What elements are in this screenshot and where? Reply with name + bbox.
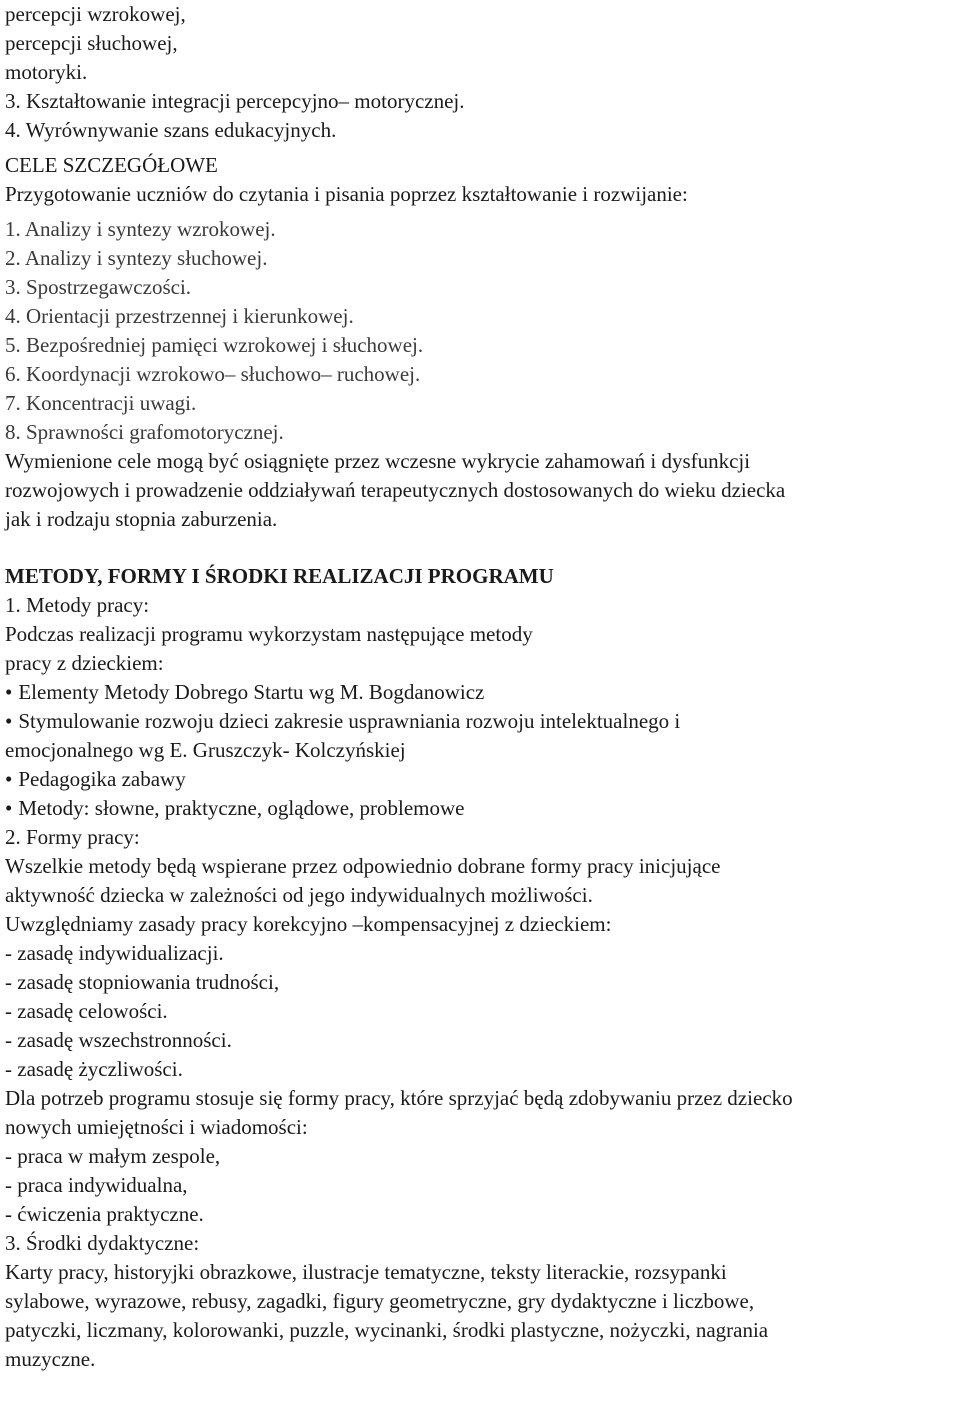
intro-line: percepcji słuchowej, [5, 31, 178, 55]
bullet-item [5, 765, 960, 794]
formy-subheading: 2. Formy pracy: [5, 825, 140, 849]
bullet-icon: • [5, 767, 13, 791]
intro-line: motoryki. [5, 60, 88, 84]
bullet-item [5, 707, 960, 736]
cele-item: 4. Orientacji przestrzennej i kierunkowej. [5, 304, 354, 328]
srodki-subheading: 3. Środki dydaktyczne: [5, 1231, 200, 1255]
bullet-text: Stymulowanie rozwoju dzieci zakresie usprawniania rozwoju intelektualnego i [18, 709, 681, 733]
cele-intro: Przygotowanie uczniów do czytania i pisania poprzez kształtowanie i rozwijanie: [5, 182, 688, 206]
formy-intro-line: Dla potrzeb programu stosuje się formy pracy, które sprzyjać będą zdobywaniu przez dziecko [5, 1086, 793, 1110]
metody-heading: METODY, FORMY I ŚRODKI REALIZACJI PROGRAMU [5, 564, 554, 588]
intro-block [5, 0, 960, 145]
forma-item: - ćwiczenia praktyczne. [5, 1202, 204, 1226]
zasada-item: - zasadę życzliwości. [5, 1057, 183, 1081]
zasada-item: - zasadę indywidualizacji. [5, 941, 224, 965]
bullet-icon: • [5, 680, 13, 704]
forma-item: - praca w małym zespole, [5, 1144, 221, 1168]
metody-section [5, 562, 960, 1374]
srodki-line: sylabowe, wyrazowe, rebusy, zagadki, figury geometryczne, gry dydaktyczne i liczbowe, [5, 1289, 755, 1313]
cele-item: 3. Spostrzegawczości. [5, 275, 192, 299]
srodki-line: patyczki, liczmany, kolorowanki, puzzle, wycinanki, środki plastyczne, nożyczki, nagrania [5, 1318, 769, 1342]
spacer [5, 534, 960, 562]
srodki-line: muzyczne. [5, 1347, 96, 1371]
bullet-text: Metody: słowne, praktyczne, oglądowe, problemowe [18, 796, 465, 820]
metody-intro-line: Podczas realizacji programu wykorzystam następujące metody [5, 622, 533, 646]
zasada-item: - zasadę celowości. [5, 999, 168, 1023]
intro-line: 4. Wyrównywanie szans edukacyjnych. [5, 118, 337, 142]
cele-heading: CELE SZCZEGÓŁOWE [5, 153, 218, 177]
cele-summary-line: jak i rodzaju stopnia zaburzenia. [5, 507, 278, 531]
cele-item: 1. Analizy i syntezy wzrokowej. [5, 217, 276, 241]
bullet-item [5, 678, 960, 707]
cele-item: 6. Koordynacji wzrokowo– słuchowo– ruchowej. [5, 362, 421, 386]
formy-text-line: Uwzględniamy zasady pracy korekcyjno –kompensacyjnej z dzieckiem: [5, 912, 612, 936]
forma-item: - praca indywidualna, [5, 1173, 188, 1197]
bullet-icon: • [5, 796, 13, 820]
intro-line: 3. Kształtowanie integracji percepcyjno– motorycznej. [5, 89, 465, 113]
cele-item: 5. Bezpośredniej pamięci wzrokowej i słuchowej. [5, 333, 424, 357]
metody-intro-line: pracy z dzieckiem: [5, 651, 164, 675]
bullet-icon: • [5, 709, 13, 733]
formy-text-line: Wszelkie metody będą wspierane przez odpowiednio dobrane formy pracy inicjujące [5, 854, 721, 878]
bullet-continuation: emocjonalnego wg E. Gruszczyk- Kolczyńskiej [5, 738, 406, 762]
cele-summary-line: rozwojowych i prowadzenie oddziaływań terapeutycznych dostosowanych do wieku dziecka [5, 478, 786, 502]
cele-item: 2. Analizy i syntezy słuchowej. [5, 246, 268, 270]
bullet-text: Elementy Metody Dobrego Startu wg M. Bogdanowicz [18, 680, 485, 704]
srodki-line: Karty pracy, historyjki obrazkowe, ilustracje tematyczne, teksty literackie, rozsypanki [5, 1260, 727, 1284]
metody-subheading: 1. Metody pracy: [5, 593, 150, 617]
cele-item: 8. Sprawności grafomotorycznej. [5, 420, 284, 444]
intro-line: percepcji wzrokowej, [5, 2, 186, 26]
cele-item: 7. Koncentracji uwagi. [5, 391, 197, 415]
cele-section [5, 151, 960, 534]
bullet-item [5, 794, 960, 823]
bullet-text: Pedagogika zabawy [18, 767, 186, 791]
formy-intro-line: nowych umiejętności i wiadomości: [5, 1115, 308, 1139]
formy-text-line: aktywność dziecka w zależności od jego indywidualnych możliwości. [5, 883, 593, 907]
cele-summary-line: Wymienione cele mogą być osiągnięte przez wczesne wykrycie zahamowań i dysfunkcji [5, 449, 751, 473]
zasada-item: - zasadę stopniowania trudności, [5, 970, 280, 994]
zasada-item: - zasadę wszechstronności. [5, 1028, 232, 1052]
